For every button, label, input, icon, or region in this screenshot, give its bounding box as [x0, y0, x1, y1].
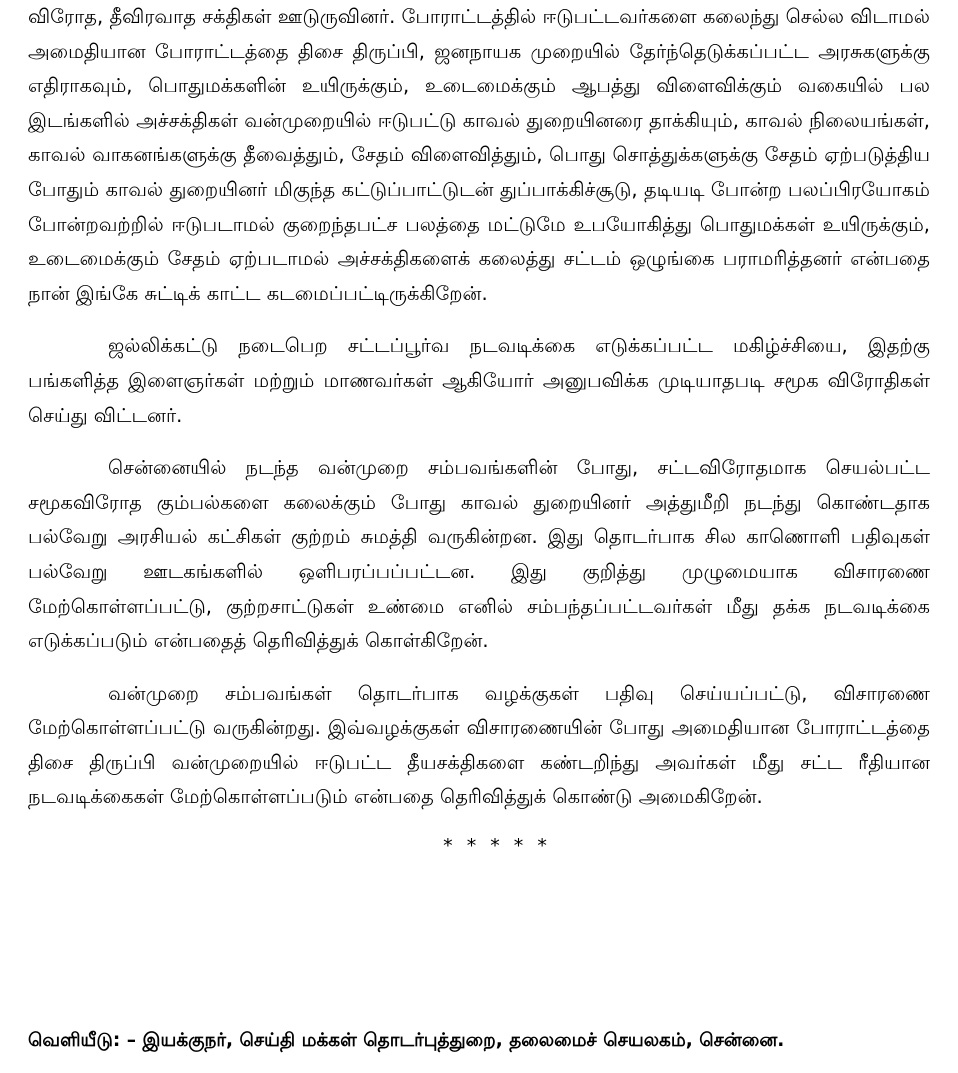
document-body [28, 0, 930, 861]
paragraph-case-registration: வன்முறை சம்பவங்கள் தொடர்பாக வழக்குகள் பதிவு செய்யப்பட்டு, விசாரணை மேற்கொள்ளப்பட்டு வருகின்றது. இவ்வழக்குகள் விசாரணையின் போது அமைதியான போராட்டத்தை திசை திருப்பி வன்முறையில் ஈடுபட்ட தீயசக்திகளை கண்டறிந்து அவர்கள் மீது சட்ட ரீதியான நடவடிக்கைகள் மேற்கொள்ளப்படும் என்பதை தெரிவித்துக் கொண்டு அமைகிறேன். [28, 681, 930, 809]
section-separator: * * * * * [443, 835, 551, 858]
paragraph-chennai-violence: சென்னையில் நடந்த வன்முறை சம்பவங்களின் போது, சட்டவிரோதமாக செயல்பட்ட சமூகவிரோத கும்பல்களை கலைக்கும் போது காவல் துறையினர் அத்துமீறி நடந்து கொண்டதாக பல்வேறு அரசியல் கட்சிகள் குற்றம் சுமத்தி வருகின்றன. இது தொடர்பாக சில காணொளி பதிவுகள் பல்வேறு ஊடகங்களில் ஒளிபரப்பப்பட்டன. இது குறித்து முழுமையாக விசாரணை மேற்கொள்ளப்பட்டு, குற்றசாட்டுகள் உண்மை எனில் சம்பந்தப்பட்டவர்கள் மீது தக்க நடவடிக்கை எடுக்கப்படும் என்பதைத் தெரிவித்துக் கொள்கிறேன். [28, 456, 930, 653]
release-line: வெளியீடு: – இயக்குநர், செய்தி மக்கள் தொடர்புத்துறை, தலைமைச் செயலகம், சென்னை. [28, 1030, 785, 1051]
paragraph-jallikattu: ஜல்லிக்கட்டு நடைபெற சட்டப்பூர்வ நடவடிக்கை எடுக்கப்பட்ட மகிழ்ச்சியை, இதற்கு பங்களித்த இளைஞர்கள் மற்றும் மாணவர்கள் ஆகியோர் அனுபவிக்க முடியாதபடி சமூக விரோதிகள் செய்து விட்டனர். [28, 334, 930, 427]
paragraph-police-restraint: விரோத, தீவிரவாத சக்திகள் ஊடுருவினர். போராட்டத்தில் ஈடுபட்டவர்களை கலைந்து செல்ல விடாமல் அமைதியான போராட்டத்தை திசை திருப்பி, ஜனநாயக முறையில் தேர்ந்தெடுக்கப்பட்ட அரசுகளுக்கு எதிராகவும், பொதுமக்களின் உயிருக்கும், உடைமைக்கும் ஆபத்து விளைவிக்கும் வகையில் பல இடங்களில் அச்சக்திகள் வன்முறையில் ஈடுபட்டு காவல் துறையினரை தாக்கியும், காவல் நிலையங்கள், காவல் வாகனங்களுக்கு தீவைத்தும், சேதம் விளைவித்தும், பொது சொத்துக்களுக்கு சேதம் ஏற்படுத்திய போதும் காவல் துறையினர் மிகுந்த கட்டுப்பாட்டுடன் துப்பாக்கிச்சூடு, தடியடி போன்ற பலப்பிரயோகம் போன்றவற்றில் ஈடுபடாமல் குறைந்தபட்ச பலத்தை மட்டுமே உபயோகித்து பொதுமக்கள் உயிருக்கும், உடைமைக்கும் சேதம் ஏற்படாமல் அச்சக்திகளைக் கலைத்து சட்டம் ஒழுங்கை பராமரித்தனர் என்பதை நான் இங்கே சுட்டிக் காட்ட கடமைப்பட்டிருக்கிறேன். [28, 5, 930, 305]
